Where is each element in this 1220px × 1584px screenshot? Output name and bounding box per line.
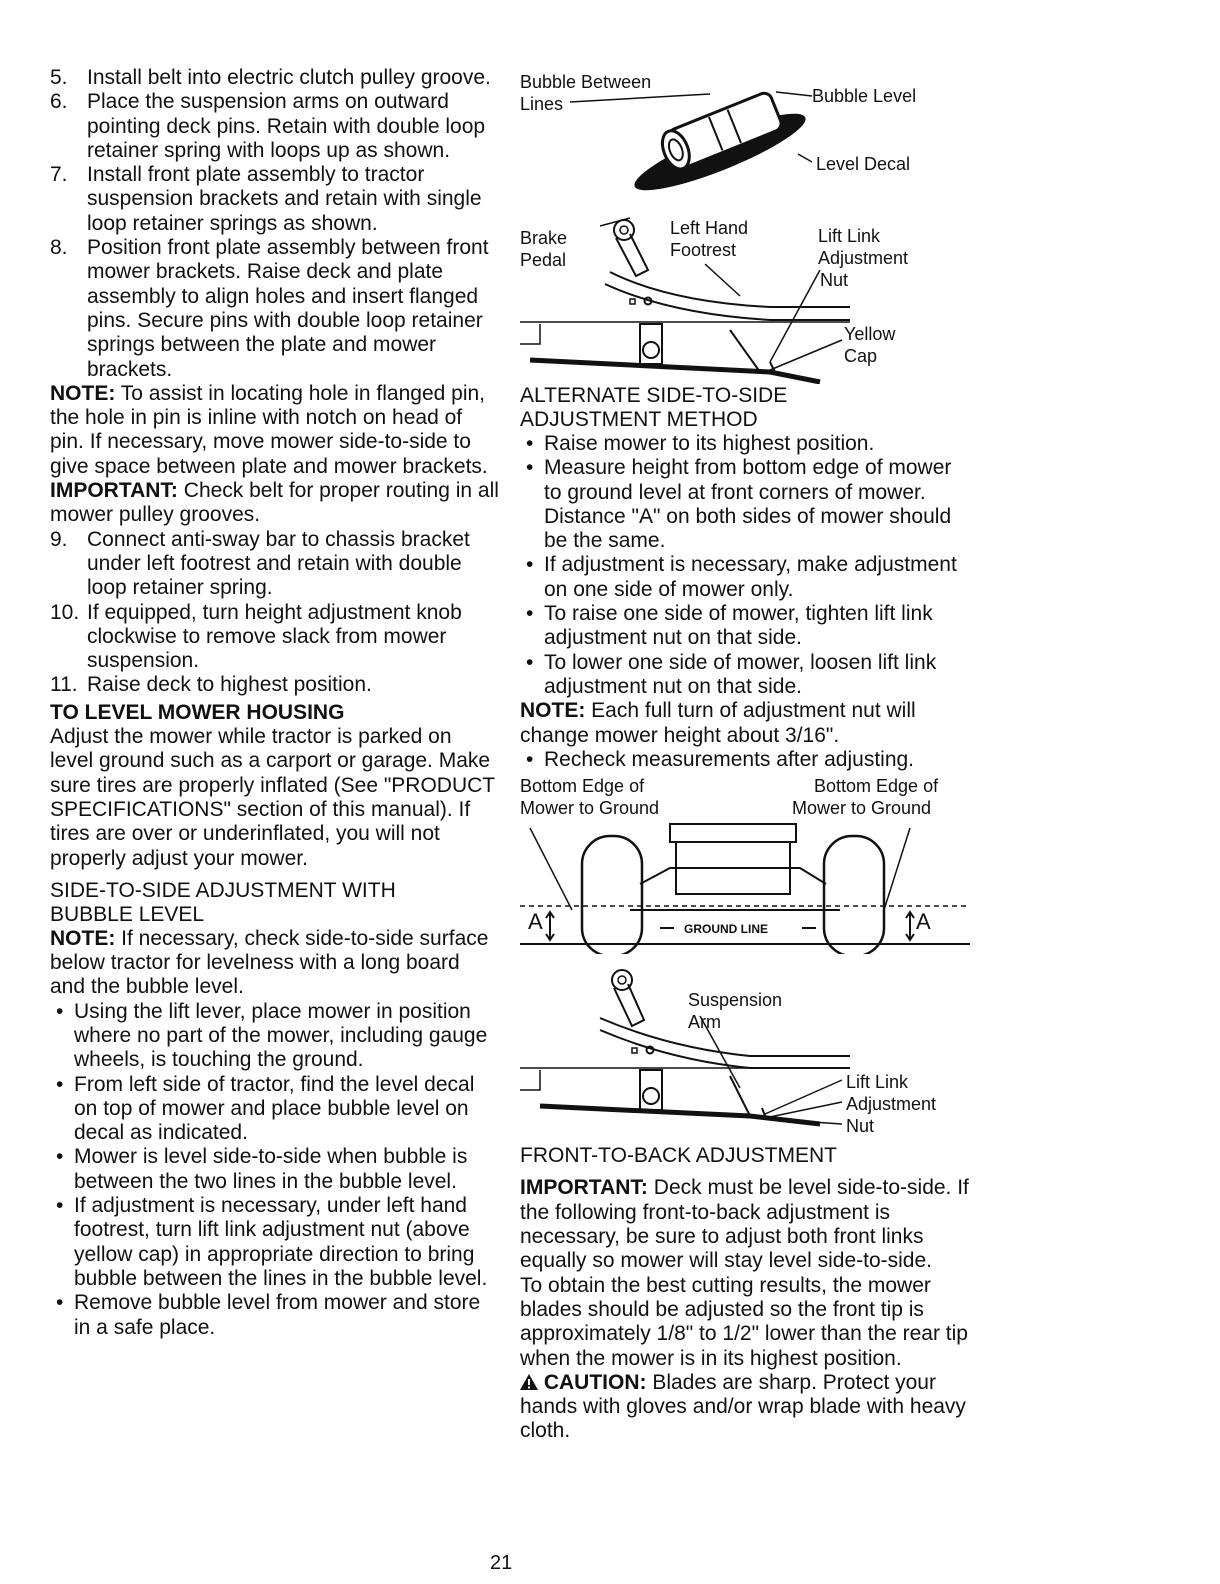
important-deck-level [520,1176,970,1273]
distance-a-right-label: A [916,909,931,935]
step-text: Install belt into electric clutch pulley groove. [87,66,491,89]
list-item: • To raise one side of mower, tighten lift link adjustment nut on that side. [520,602,970,651]
left-column [50,66,500,1340]
level-mower-text: Adjust the mower while tractor is parked on level ground such as a carport or garage. Make sure tires are properly inflated (See "PRODUCT SPECIFICATIONS" section of this manual). If tires are over or underinflated, you will not properly adjust your mower. [50,725,495,870]
cap-label: Cap [844,346,878,366]
list-item: • Mower is level side-to-side when bubble is between the two lines in the bubble level. [50,1145,500,1194]
adjustment-label: Adjustment [846,1094,937,1115]
list-item: • Measure height from bottom edge of mower to ground level at front corners of mower. Distance "A" on both sides of mower should be the same. [520,456,970,553]
important-text: Check belt for proper routing in all mower pulley grooves. [50,479,499,527]
bottom-edge-left-label-1: Bottom Edge of [520,776,645,797]
note-text: Each full turn of adjustment nut will change mower height about 3/16". [520,699,916,747]
bottom-edge-right-label-1: Bottom Edge of [814,776,939,797]
note-levelness [50,927,500,1000]
caution-blades [520,1371,970,1444]
note-label: NOTE: [50,381,116,405]
list-item: • If adjustment is necessary, make adjustment on one side of mower only. [520,553,970,602]
right-column [520,70,970,1444]
nut-label: Nut [846,1116,875,1137]
list-item: • Using the lift lever, place mower in position where no part of the mower, including gauge wheels, is touching the ground. [50,1000,500,1073]
step-number: 10. [50,600,80,624]
list-item: • Raise mower to its highest position. [520,432,970,456]
ground-line-figure [520,776,970,954]
side-heading-line-2: BUBBLE LEVEL [50,902,205,926]
yellow-label: Yellow [844,324,896,344]
lift-link-label: Lift Link [846,1072,909,1093]
level-decal-label: Level Decal [816,154,911,174]
step-text: If equipped, turn height adjustment knob clockwise to remove slack from mower suspension. [87,600,462,673]
list-item: • To lower one side of mower, loosen lift link adjustment nut on that side. [520,651,970,700]
side-heading-line-1: SIDE-TO-SIDE ADJUSTMENT WITH [50,878,396,902]
note-label: NOTE: [50,926,116,950]
arm-label: Arm [688,1012,721,1033]
suspension-label: Suspension [688,990,783,1011]
step-text: Place the suspension arms on outward pointing deck pins. Retain with double loop retainer spring with loops up as shown. [87,90,486,162]
step-6 [50,90,500,163]
bubble-level-label: Bubble Level [812,86,917,106]
lines-label: Lines [520,94,564,114]
warning-triangle-icon [520,1374,538,1390]
footrest-label: Footrest [670,240,737,260]
note-text: If necessary, check side-to-side surface below tractor for levelness with a long board and the bubble level. [50,926,489,999]
alt-heading-line-1: ALTERNATE SIDE-TO-SIDE [520,384,788,407]
list-item: • From left side of tractor, find the level decal on top of mower and place bubble level on decal as indicated. [50,1073,500,1146]
front-to-back-text: To obtain the best cutting results, the mower blades should be adjusted so the front tip is approximately 1/8" to 1/2" lower than the rear tip when the mower is in its highest position. [520,1273,968,1370]
left-hand-label: Left Hand [670,218,749,238]
step-number: 8. [50,236,68,260]
list-item: • Recheck measurements after adjusting. [520,748,970,772]
step-11 [50,673,500,697]
lift-link-label: Lift Link [818,226,881,246]
note-text: To assist in locating hole in flanged pin, the hole in pin is inline with notch on head of pin. If necessary, move mower side-to-side to give space between plate and mower brackets. [50,381,488,478]
step-text: Install front plate assembly to tractor suspension brackets and retain with single loop retainer springs as shown. [87,163,482,235]
step-9 [50,528,500,601]
note-adjustment-nut [520,699,970,748]
step-number: 5. [50,66,68,89]
bubble-level-figure [520,70,970,198]
bottom-edge-right-label-2: Mower to Ground [792,798,932,819]
brake-label: Brake [520,228,568,248]
step-number: 9. [50,527,68,551]
caution-label: CAUTION: [543,1370,647,1394]
level-mower-heading: TO LEVEL MOWER HOUSING [50,700,345,724]
list-item: • Remove bubble level from mower and store in a safe place. [50,1291,500,1340]
step-number: 6. [50,90,68,114]
step-number: 7. [50,163,68,187]
adjustment-label: Adjustment [818,248,909,268]
front-to-back-heading: FRONT-TO-BACK ADJUSTMENT [520,1144,837,1168]
alternate-heading [520,384,970,432]
note-hole-in-pin [50,382,500,479]
ground-line-label: GROUND LINE [684,922,768,937]
lift-link-figure [520,212,970,384]
pedal-label: Pedal [520,250,567,270]
bottom-edge-left-label-2: Mower to Ground [520,798,660,819]
page-number: 21 [490,1552,513,1574]
nut-label: Nut [820,270,849,290]
list-item: • If adjustment is necessary, under left hand footrest, turn lift link adjustment nut (above yellow cap) in appropriate direction to bring bubble between the lines in the bubble level. [50,1194,500,1291]
step-number: 11. [50,673,78,697]
side-to-side-heading [50,879,500,927]
bubble-between-label: Bubble Between [520,72,652,92]
caution-text: Blades are sharp. Protect your hands with gloves and/or wrap blade with heavy cloth. [520,1370,966,1443]
step-7 [50,163,500,236]
important-text: Deck must be level side-to-side. If the following front-to-back adjustment is necessary, be sure to adjust both front links equally so mower will stay level side-to-side. [520,1176,969,1273]
step-8 [50,236,500,382]
distance-a-left-label: A [528,909,543,935]
important-belt-routing [50,479,500,528]
suspension-arm-figure [520,968,970,1148]
step-10 [50,601,500,674]
alt-heading-line-2: ADJUSTMENT METHOD [520,408,758,431]
step-text: Position front plate assembly between front mower brackets. Raise deck and plate assembly to align holes and insert flanged pins. Secure pins with double loop retainer springs between the plate and mower brackets. [87,236,489,381]
step-5 [50,66,500,90]
note-label: NOTE: [520,699,586,723]
important-label: IMPORTANT: [50,479,178,503]
step-text: Raise deck to highest position. [87,673,372,697]
step-text: Connect anti-sway bar to chassis bracket under left footrest and retain with double loop retainer spring. [87,527,470,600]
important-label: IMPORTANT: [520,1176,648,1200]
